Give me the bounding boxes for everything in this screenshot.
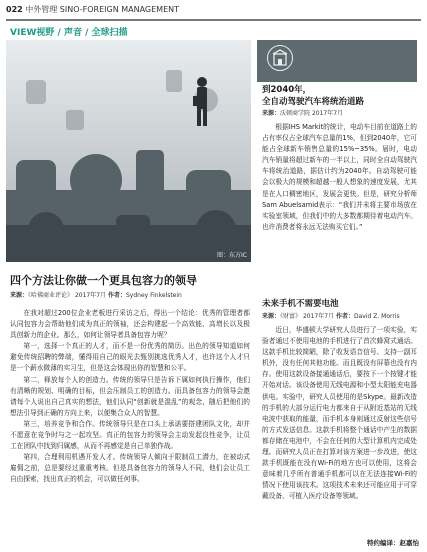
article-meta-battery-free-phone: [262, 312, 400, 321]
source-name: 《财富》: [280, 313, 302, 320]
author-label: 作者：: [107, 292, 126, 299]
page-header: [6, 4, 421, 18]
title-line: 到2040年，: [262, 85, 312, 95]
paragraph: 根据IHS Markit的统计，电动车目前在道路上的占有率仅占全球汽车总量的1%，但到2040年，它可能占全球新车销售总量的15%~35%。届时，电动汽车销量将超过新车的一半以上，同时全自动驾驶汽车将统治道路，据估计约为2040年。自动驾驶可能会以极大的规模和超越一般人想象的速度发展，尤其是在人口稠密地区，发展会更快。但是，研究分析师Sam Abuelsamid表示：“我们并未将主要市场放在实验室领域，但我们中的大多数都期待着电动汽车。也许消费者将永远无法购买它们。”: [262, 123, 417, 231]
author-label: 作者：: [335, 313, 354, 320]
section-label: [10, 26, 128, 40]
article-body-battery-free-phone: [262, 325, 417, 535]
feature-header-box: [257, 40, 417, 82]
source-name: 沃顿商学院: [280, 110, 311, 117]
article-title-battery-free-phone: 未来手机不需要电池: [262, 299, 339, 309]
article-meta-autonomous: [262, 109, 343, 118]
source-label: 来源：: [262, 313, 281, 320]
source-name: 《哈佛商业评论》: [28, 292, 74, 299]
title-line: 全自动驾驶汽车将统治道路: [262, 97, 365, 107]
paragraph: 近日，华盛顿大学研究人员进行了一项实验，实验者通过不使用电池的手机进行了首次蜂窝式通话。这款手机比较简陋，除了收发语音信号、支持一副耳机外，没有任何其他功能。而且既没有屏幕也没有内存。使用这款设备接通通话后，要按下一个按键才能开始对话。该设备使用无线电源和小型太阳能充电器供电。实验中，研究人员使用的是Skype。最新改造的手机的大部分运行电力都来自于从附近基站的无线电波中获取的能量，而手机本身则通过反射这些信号的方式发送信息。这款手机将整个通话中产生的数据都存储在电池中，不会在任何的大型计算机内完成处理。而研究人员正在打算对该方案进一步改进，使这款手机既能在没有Wi-Fi的地方也可以使用，这将会意味着几乎所有普通手机都可以在无法连接Wi-Fi的情况下使用该技术。这项技术未来还可能应用于可穿戴设备、可植入医疗设备等领域。: [262, 326, 417, 501]
building-icon: [267, 45, 293, 71]
paragraph: 第一，选择一个真正的人才，而不是一份优秀的简历。出色的领导知道如何避免传统招聘的弊端，懂得用自己的眼光去甄别挑选优秀人才，也许这个人才只是一个薪水微薄的实习生，但是这会体现出你的智慧和公平。: [10, 342, 250, 373]
paragraph: 第三，培养竞争和合作。传统领导只是在口头上承诺要搭建团队文化，却并不愿意在竞争时与之一起攻坚。真正的包容力的领导会主动发起良性竞争，让员工在团队中找到归属感，从而不再感觉是自己单独作战。: [10, 419, 250, 451]
article-title-autonomous: [262, 84, 417, 108]
editor-credit: 特约编译：赵嘉怡: [367, 539, 419, 547]
page-number: 022: [6, 5, 23, 14]
article-meta-leadership: [10, 291, 182, 300]
cover-photo: [6, 40, 251, 262]
source-label: 来源：: [10, 292, 29, 299]
article-body-autonomous: [262, 122, 417, 290]
photo-credit: 图：东方IC: [217, 252, 247, 259]
author-name: David Z. Morris: [353, 313, 400, 320]
article-body-leadership: [10, 308, 250, 548]
author-name: Sydney Finkelstein: [125, 292, 182, 299]
magazine-name: 中外管理 SINO-FOREIGN MANAGEMENT: [25, 5, 179, 14]
article-title-leadership: 四个方法让你做一个更具包容力的领导: [10, 274, 197, 287]
section-label-text: VIEW视野 / 声音 / 全球扫描: [10, 28, 128, 38]
paragraph: 在我对超过200位企业老板进行采访之后，得出一个结论：优秀的管理者都认同包容力会帮助他们成为真正的领袖，还会构建起一个高效能、高增长以及极具创新力的企业。那么，如何让领导者具备包容力呢？: [10, 309, 250, 340]
publish-date: 2017年7月: [74, 292, 107, 299]
source-label: 来源：: [262, 110, 281, 117]
publish-date: 2017年7月: [302, 313, 335, 320]
paragraph: 第四，合理利用机遇开发人才。传统领导人倾向于限制员工潜力，在被动式雇佣之前，总是要经过重重考核。但是具备包容力的领导人不同，他们会让员工自由探索，找出真正的机会，可以做任何事。: [10, 453, 250, 484]
letters-stack-illustration: [6, 40, 251, 262]
publish-date: 2017年7月: [311, 110, 344, 117]
paragraph: 第二，释放每个人的创造力。传统的领导只是告诉下属如何执行操作，他们有清晰的规划、明确的目标，但会压制员工的创造力。而具备包容力的领导会邀请每个人说出自己真实的想法，他们认同“创新就是混乱”的观念，随后把他们的想法引导到正确的方向上来，以便集合众人的智慧。: [10, 375, 250, 417]
header-rule: [6, 19, 421, 21]
